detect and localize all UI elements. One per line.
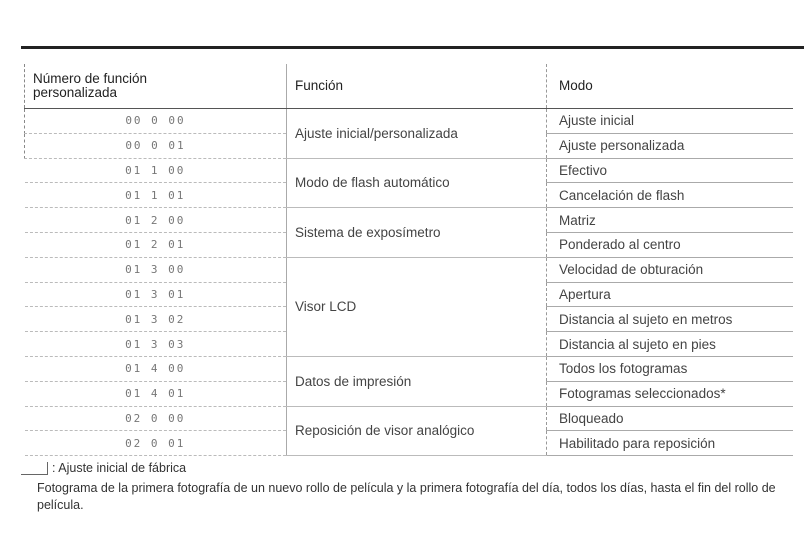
header-mode <box>547 64 793 109</box>
top-rule <box>21 46 804 49</box>
mode-value: Ajuste personalizada <box>547 133 793 158</box>
table-row <box>25 208 793 233</box>
mode-value: Habilitado para reposición <box>547 431 793 456</box>
mode-value: Distancia al sujeto en pies <box>547 332 793 357</box>
function-number: 02 0 01 <box>25 431 287 456</box>
function-name: Datos de impresión <box>287 356 547 406</box>
header-mode-label: Modo <box>559 78 593 93</box>
table-row <box>25 356 793 381</box>
legend-text: : Ajuste inicial de fábrica <box>52 461 187 475</box>
function-number: 02 0 00 <box>25 406 287 431</box>
function-number: 01 1 01 <box>25 183 287 208</box>
function-number: 01 3 01 <box>25 282 287 307</box>
mode-value: Distancia al sujeto en metros <box>547 307 793 332</box>
mode-value: Velocidad de obturación <box>547 257 793 282</box>
header-function <box>287 64 547 109</box>
table-row <box>25 406 793 431</box>
function-number: 01 3 03 <box>25 332 287 357</box>
mode-value: Efectivo <box>547 158 793 183</box>
function-number: 01 4 00 <box>25 356 287 381</box>
mode-value: Ponderado al centro <box>547 232 793 257</box>
default-setting-marker <box>21 462 48 475</box>
custom-functions-table <box>24 64 793 456</box>
mode-value: Apertura <box>547 282 793 307</box>
function-number: 00 0 00 <box>25 109 287 134</box>
function-number: 01 2 01 <box>25 232 287 257</box>
function-name: Visor LCD <box>287 257 547 356</box>
header-function-label: Función <box>295 78 344 93</box>
mode-value: Matriz <box>547 208 793 233</box>
mode-value: Cancelación de flash <box>547 183 793 208</box>
mode-value: Ajuste inicial <box>547 109 793 134</box>
function-number: 00 0 01 <box>25 133 287 158</box>
function-number: 01 4 01 <box>25 381 287 406</box>
table-row <box>25 257 793 282</box>
function-number: 01 1 00 <box>25 158 287 183</box>
function-name: Sistema de exposímetro <box>287 208 547 258</box>
function-number: 01 3 02 <box>25 307 287 332</box>
header-number <box>25 64 287 109</box>
legend <box>21 461 186 475</box>
table-row <box>25 109 793 134</box>
table-row <box>25 158 793 183</box>
mode-value: Bloqueado <box>547 406 793 431</box>
function-number: 01 2 00 <box>25 208 287 233</box>
header-number-label: Número de función personalizada <box>33 71 148 100</box>
table-header-row <box>25 64 793 109</box>
function-name: Ajuste inicial/personalizada <box>287 109 547 159</box>
function-name: Modo de flash automático <box>287 158 547 208</box>
function-number: 01 3 00 <box>25 257 287 282</box>
function-name: Reposición de visor analógico <box>287 406 547 456</box>
footnote: Fotograma de la primera fotografía de un nuevo rollo de película y la primera fotografía del día, todos los días, hasta el fin del rollo de película. <box>37 481 776 512</box>
mode-value: Todos los fotogramas <box>547 356 793 381</box>
mode-value: Fotogramas seleccionados* <box>547 381 793 406</box>
